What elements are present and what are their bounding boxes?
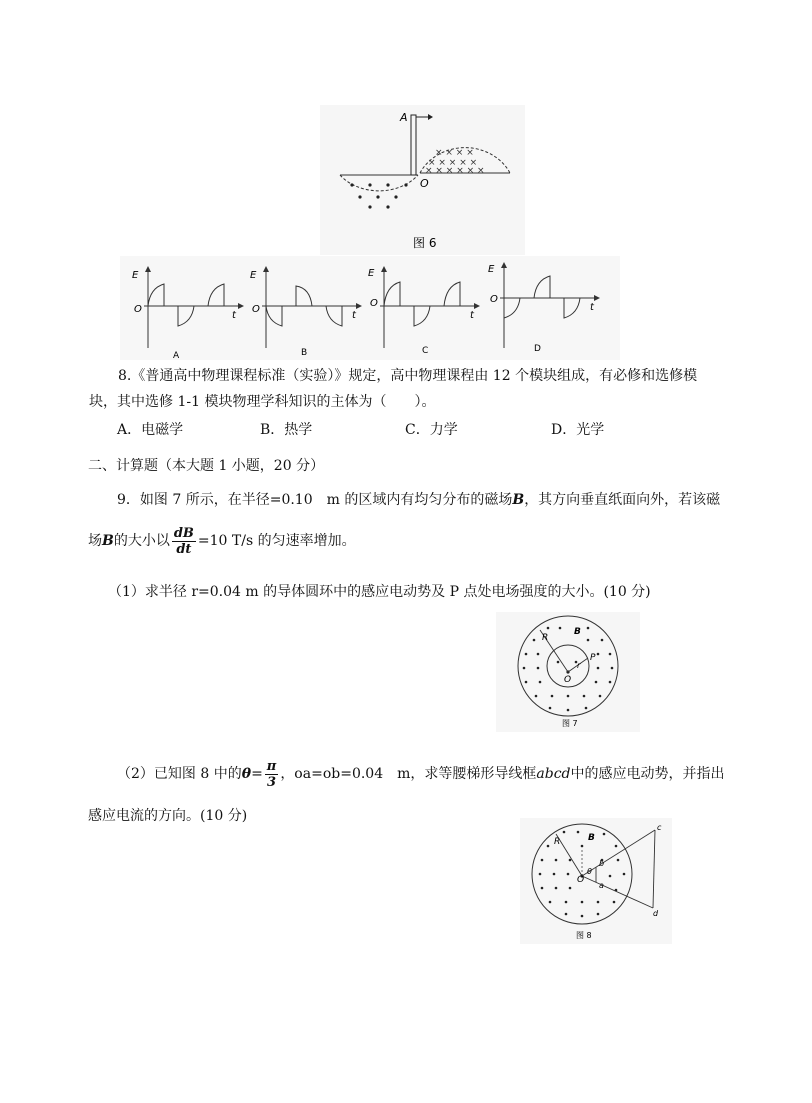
pi-over-3-fraction [265, 759, 279, 790]
q8-line1: 8.《普通高中物理课程标准（实验）》规定，高中物理课程由 12 个模块组成，有必修和选修模 [118, 368, 698, 384]
option-D-axis-E: E [488, 264, 495, 275]
q8-line2: 块，其中选修 1-1 模块物理学科知识的主体为（ ）。 [89, 394, 436, 410]
fig7-caption: 图 7 [562, 719, 578, 728]
fig8-caption: 图 8 [576, 931, 592, 940]
q9-part2-start: （2）已知图 8 中的 [117, 766, 242, 782]
three-denominator: 3 [267, 774, 277, 790]
q9-line2 [88, 524, 356, 558]
option-A-axis-t: t [232, 310, 236, 321]
fig6-caption: 图 6 [413, 236, 437, 250]
option-A-axis-O: O [134, 304, 142, 315]
q9-B-symbol-2: B [102, 533, 114, 549]
frac-denominator: dt [176, 541, 192, 557]
option-A-axis-E: E [132, 270, 139, 281]
option-B-axis-t: t [352, 310, 356, 321]
q8-choice-D: D．光学 [551, 422, 605, 438]
fig7-label-O: O [564, 675, 572, 685]
fig8-label-a: a [599, 881, 604, 890]
q9-line2-mid: 的大小以 [113, 533, 170, 549]
section-2-title: 二、计算题（本大题 1 小题，20 分） [88, 458, 325, 474]
fig7-label-R: R [542, 633, 549, 643]
option-C-letter: C [422, 346, 429, 356]
option-D-axis-t: t [590, 302, 594, 313]
fig8-label-theta: θ [587, 867, 592, 876]
q9-part1: （1）求半径 r=0.04 m 的导体圆环中的感应电动势及 P 点处电场强度的大小。(10 分) [108, 584, 651, 600]
option-C-axis-E: E [368, 268, 375, 279]
svg-text:× × × ×: × × × × [435, 148, 474, 158]
fig7-label-r: r [577, 661, 581, 670]
q9-line1-text: 9．如图 7 所示，在半径=0.10 m 的区域内有均匀分布的磁场 [117, 492, 513, 508]
figure-7 [496, 612, 640, 732]
q8-choice-B: B．热学 [260, 422, 313, 438]
option-B-letter: B [301, 348, 308, 358]
fig8-label-O: O [577, 875, 585, 885]
option-D-axis-O: O [490, 294, 498, 305]
option-B-axis-O: O [252, 304, 260, 315]
option-B-axis-E: E [250, 270, 257, 281]
fig8-label-c: c [657, 823, 662, 832]
q9-part2-end: 中的感应电动势，并指出 [570, 766, 725, 782]
option-D-letter: D [534, 344, 541, 354]
theta-symbol: θ [241, 766, 252, 782]
q8-choice-C: C．力学 [405, 422, 458, 438]
fig8-label-d: d [653, 909, 659, 918]
option-C-axis-t: t [470, 310, 474, 321]
fig8-label-B: B [588, 833, 595, 843]
q8-choice-A: A．电磁学 [117, 422, 184, 438]
fig6-label-A: A [400, 111, 408, 124]
option-C-axis-O: O [370, 298, 378, 309]
equals-sign: = [251, 766, 263, 782]
q9-B-symbol: B [512, 492, 525, 508]
svg-text:× × × × ×: × × × × × [428, 158, 478, 168]
fig6-label-O: O [420, 177, 429, 190]
q9-part2-line2: 感应电流的方向。(10 分) [88, 808, 248, 824]
q9-part2-line1 [117, 754, 725, 794]
figure-8 [520, 818, 672, 944]
q9-line1-end: ，其方向垂直纸面向外，若该磁 [524, 492, 721, 508]
dB-dt-fraction [172, 526, 196, 557]
pi-numerator: π [266, 758, 277, 774]
fig7-label-B: B [574, 627, 581, 637]
q9-part2-oa: ，oa=ob=0.04 m，求等腰梯形导线框 [280, 766, 537, 782]
frac-numerator: dB [173, 525, 194, 541]
figure-6-options [120, 256, 620, 360]
figure-6 [320, 105, 525, 255]
q9-line1 [117, 490, 720, 510]
fig7-label-P: P [590, 653, 596, 663]
q9-line2-end: =10 T/s 的匀速率增加。 [197, 533, 356, 549]
option-A-letter: A [173, 351, 180, 360]
abcd-label: abcd [536, 766, 571, 782]
fig8-label-R: R [554, 837, 561, 847]
fig8-label-b: b [599, 859, 605, 868]
svg-text:× × × × × ×: × × × × × × [425, 166, 485, 176]
q9-line2-start: 场 [88, 533, 102, 549]
